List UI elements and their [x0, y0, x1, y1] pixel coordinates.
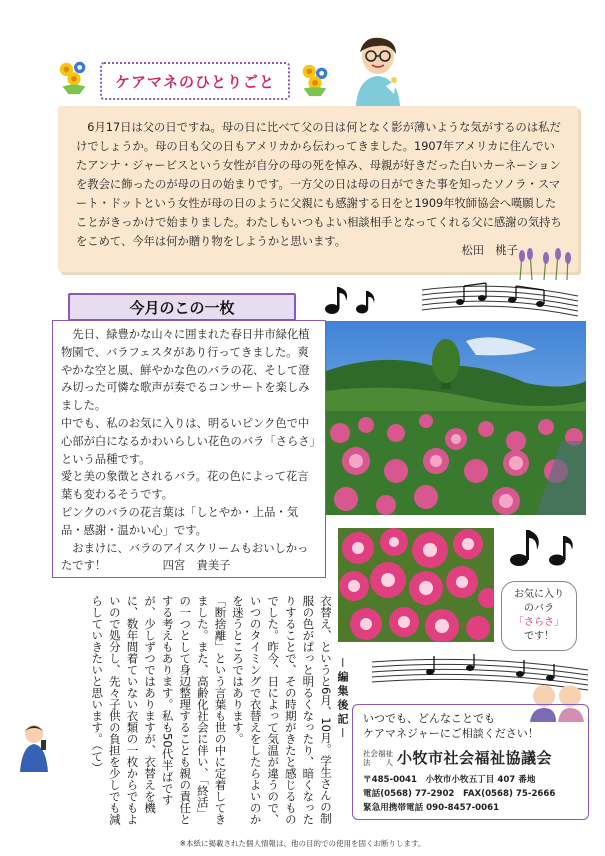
photo-text-box [52, 320, 326, 578]
intro-signature: 松田 桃子 [461, 244, 518, 257]
corporation-type-line: 社会福祉 [363, 748, 393, 758]
organization-row [363, 747, 578, 768]
lavender-icon [512, 248, 574, 280]
photo-paragraph: ピンクのバラの花言葉は「しとやか・上品・気品・感謝・温かい心」です。 [61, 505, 299, 537]
music-note-icon [322, 283, 382, 315]
phone-fax: 電話(0568) 77-2902 FAX(0568) 75-2666 [363, 789, 556, 799]
corporation-type-line: 法 人 [363, 757, 393, 767]
contact-box [352, 704, 589, 820]
intro-paragraph: 6月17日は父の日ですね。母の日に比べて父の日は何となく影が薄いような気がするのは私だけでしょうか。母の日も父の日もアメリカから伝わってきました。1907年アメリカに住んでいたアンナ・ジャービスという女性が自分の母の死を悼み、母親が好きだった白いカーネーションを教会に飾ったのが母の日の始まりです。一方父の日は母の日ができた事を知ったソノラ・スマート・ドットという女性が母の日のように父親にも感謝する日をと1909年牧師協会へ嘆願したことがきっかけで始まりました。わたしもいつもよい相談相手となってくれる父に感謝の気持ちをこめて、今年は何か贈り物をしようかと思います。 [76, 121, 562, 248]
contact-lead-line: いつでも、どんなことでも [363, 712, 495, 725]
photo-section-heading [68, 293, 296, 321]
music-note-icon [507, 526, 577, 568]
flower-bouquet-icon [296, 60, 334, 98]
photo-paragraph: 先日、緑豊かな山々に囲まれた春日井市緑化植物園で、バラフェスタがあり行ってきました。爽やかな空と風、鮮やかな色のバラの花、そして澄み切った可憐な歌声が奏でるコンサートを楽しみました。 [61, 328, 310, 413]
contact-lead [363, 711, 578, 741]
photo-paragraph: おまけに、バラのアイスクリームもおいしかったです！ 四宮 貴美子 [61, 541, 309, 573]
editorial-paragraph: 衣替え、というと6月、10月。学生さんの制服の色がぱっと明るくなったり、暗くなったりすることで、その時期がきたと感じるものでした。昨今、日によって気温が違うので、いつのタイミングで衣替えをしたらよいのかを迷うところではあります。 [231, 595, 333, 825]
photo-paragraph: 中でも、私のお気に入りは、明るいピンク色で中心部が白になるかわいらしい花色のバラ「さらさ」という品種です。 [61, 416, 316, 466]
music-staff-icon [420, 280, 580, 320]
intro-box [58, 106, 578, 272]
column-title-box [100, 62, 290, 100]
woman-with-phone-icon [14, 722, 54, 772]
man-with-glasses-icon [346, 34, 410, 106]
column-title: ケアマネのひとりごと [114, 72, 275, 91]
emergency-phone: 緊急用携帯電話 090-8457-0061 [363, 803, 500, 813]
rose-garden-photo [326, 321, 586, 515]
editorial-column [70, 595, 334, 827]
sarasa-rose-photo [338, 528, 494, 642]
photo-text [61, 326, 317, 575]
address: 〒485-0041 小牧市小牧五丁目 407 番地 [363, 775, 536, 785]
contact-lead-line: ケアマネジャーにご相談ください！ [363, 727, 539, 740]
photo-paragraph: 愛と美の象徴とされるバラ。花の色によって花言葉も変わるそうです。 [61, 470, 309, 502]
organization-name: 小牧市社会福祉協議会 [397, 749, 553, 767]
bubble-line: のバラ [524, 603, 554, 614]
privacy-note: ※本紙に掲載された個人情報は、他の目的での使用を固くお断りします。 [179, 839, 426, 848]
speech-bubble [501, 581, 577, 651]
photo-section-title: 今月のこの一枚 [129, 298, 235, 317]
editorial-paragraph: 「断捨離」という言葉も世の中に定着してきました。また、高齢化社会に伴い、「終活」の一つとして身辺整理することも親の責任とする考えもあります。私も50代半ばですが、少しずつではありますが、衣替えを機に、数年間着ていない衣類の一枚からでもよいので処分し、先々子供の負担を少しでも減らしていきたいと思います。（て） [90, 595, 228, 825]
bubble-line: です！ [524, 631, 554, 642]
editorial-heading: －編集後記－ [336, 657, 349, 741]
corporation-type [363, 749, 393, 767]
bubble-line: お気に入り [514, 589, 564, 600]
flower-bouquet-icon [55, 58, 93, 96]
bubble-rose-name: 「さらさ」 [514, 617, 564, 628]
